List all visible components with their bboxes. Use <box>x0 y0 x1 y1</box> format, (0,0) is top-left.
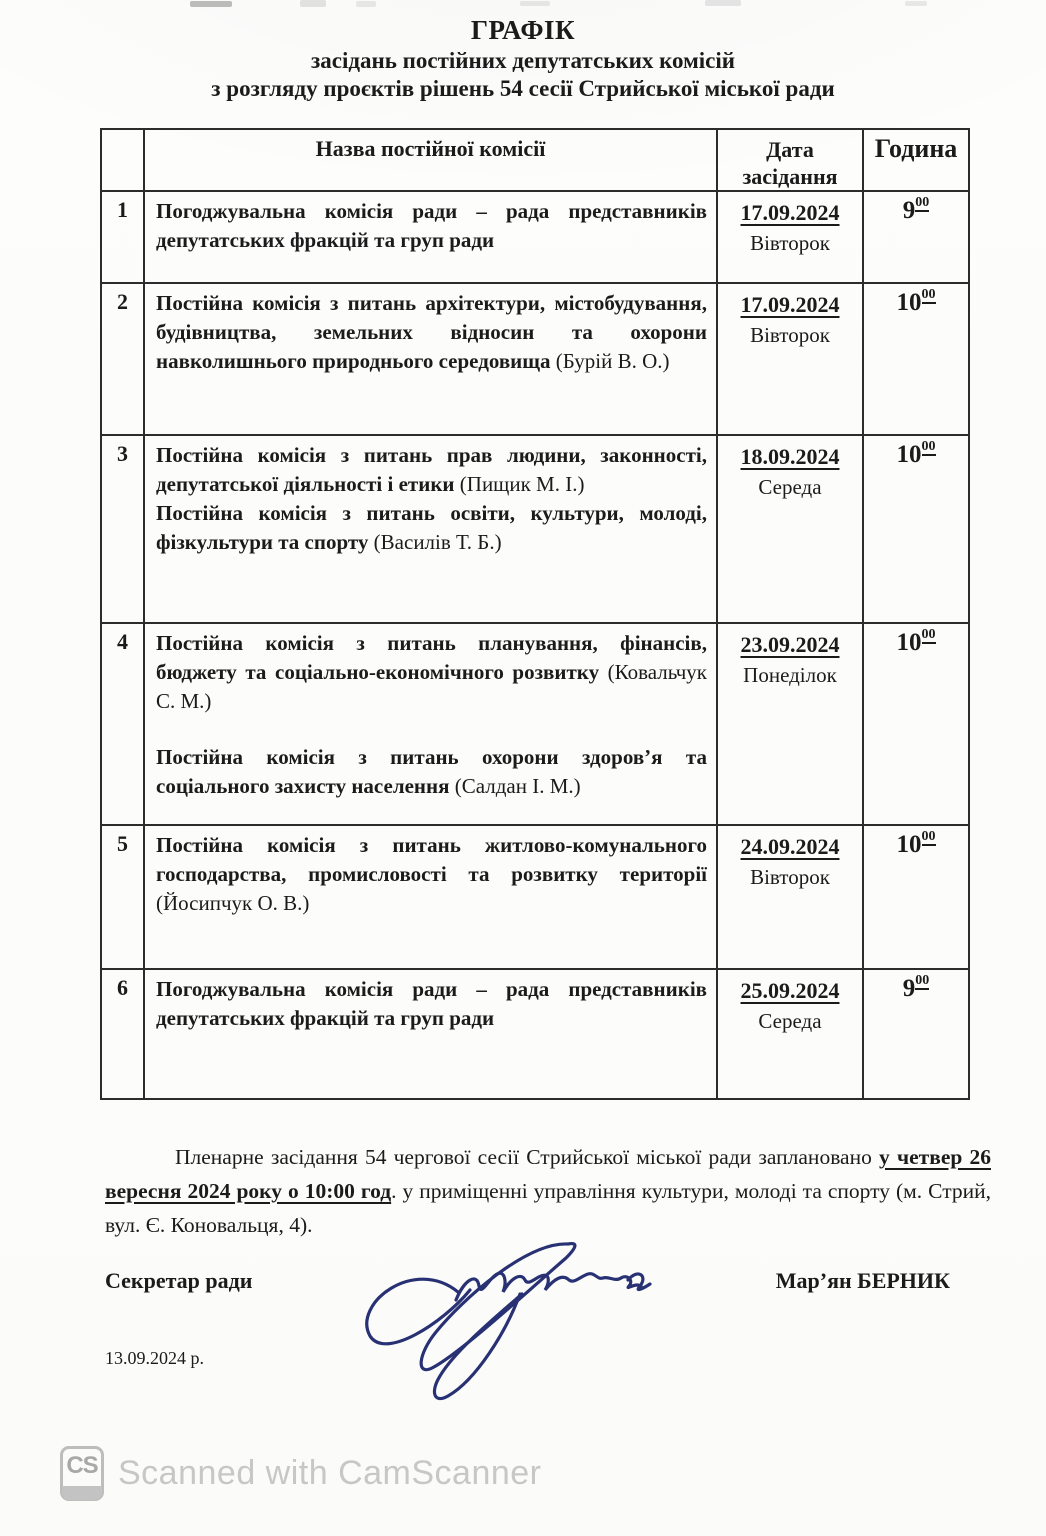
secretary-name: Мар’ян БЕРНИК <box>775 1268 950 1293</box>
commission-head: (Салдан І. М.) <box>449 774 581 798</box>
commission-head: (Василів Т. Б.) <box>368 530 502 554</box>
document-header <box>0 14 1046 103</box>
commission-name-cell <box>144 969 717 1099</box>
meeting-date: 17.09.2024 <box>740 292 840 317</box>
row-number: 1 <box>101 191 144 283</box>
table-row <box>101 623 969 825</box>
date-cell <box>717 969 863 1099</box>
schedule-table <box>100 128 970 1100</box>
meeting-hour: 10 <box>896 289 922 316</box>
camscanner-icon <box>60 1446 104 1501</box>
commission-name: Постійна комісія з питань прав людини, законності, депутатської діяльності і етики <box>156 443 707 496</box>
meeting-hour: 10 <box>896 441 922 468</box>
plenary-session-paragraph <box>105 1140 991 1242</box>
meeting-hour: 9 <box>902 975 916 1002</box>
meeting-minutes: 00 <box>921 438 936 454</box>
meeting-weekday: Понеділок <box>743 663 837 687</box>
table-row <box>101 283 969 435</box>
meeting-date: 17.09.2024 <box>740 200 840 225</box>
date-cell <box>717 283 863 435</box>
header-date-line2: засідання <box>742 164 838 189</box>
commission-name-cell <box>144 623 717 825</box>
commission-name: Постійна комісія з питань планування, фінансів, бюджету та соціально-економічного розвитку <box>156 631 707 684</box>
date-cell <box>717 623 863 825</box>
commission-name-cell <box>144 435 717 623</box>
commission-name-cell <box>144 191 717 283</box>
header-date-line1: Дата <box>766 137 814 162</box>
header-hour: Година <box>863 129 969 191</box>
document-subtitle-line2: з розгляду проєктів рішень 54 сесії Стрийської міської ради <box>211 75 835 101</box>
table-row <box>101 191 969 283</box>
time-cell <box>863 969 969 1099</box>
header-number-cell <box>101 129 144 191</box>
commission-head: (Ковальчук С. М.) <box>156 660 707 713</box>
time-cell <box>863 283 969 435</box>
table-row <box>101 435 969 623</box>
document-title: ГРАФІК <box>470 15 576 45</box>
secretary-label: Секретар ради <box>105 1268 253 1293</box>
meeting-weekday: Вівторок <box>750 323 830 347</box>
meeting-date: 25.09.2024 <box>740 978 840 1003</box>
scan-artifact <box>520 1 550 6</box>
commission-name: Постійна комісія з питань освіти, культури, молоді, фізкультури та спорту <box>156 501 707 554</box>
meeting-weekday: Вівторок <box>750 865 830 889</box>
row-number: 6 <box>101 969 144 1099</box>
scan-artifact <box>705 0 741 6</box>
meeting-hour: 10 <box>896 831 922 858</box>
camscanner-text: Scanned with CamScanner <box>118 1454 542 1492</box>
plenary-text-start: Пленарне засідання 54 чергової сесії Стрийської міської ради заплановано <box>175 1144 880 1169</box>
commission-head: (Бурій В. О.) <box>550 349 670 373</box>
commission-name: Погоджувальна комісія ради – рада представників депутатських фракцій та груп ради <box>156 199 707 252</box>
meeting-minutes: 00 <box>921 626 936 642</box>
meeting-weekday: Середа <box>758 475 822 499</box>
meeting-minutes: 00 <box>915 972 930 988</box>
scan-artifact <box>356 1 376 7</box>
commission-head: (Пищик М. І.) <box>454 472 585 496</box>
meeting-minutes: 00 <box>915 194 930 210</box>
row-number: 4 <box>101 623 144 825</box>
meeting-weekday: Вівторок <box>750 231 830 255</box>
time-cell <box>863 191 969 283</box>
meeting-hour: 10 <box>896 629 922 656</box>
header-commission-name: Назва постійної комісії <box>144 129 717 191</box>
scan-artifact <box>905 1 927 6</box>
row-number: 3 <box>101 435 144 623</box>
time-cell <box>863 825 969 969</box>
table-row <box>101 825 969 969</box>
table-row <box>101 969 969 1099</box>
cs-badge-letters: CS <box>66 1452 98 1479</box>
row-number: 2 <box>101 283 144 435</box>
meeting-date: 24.09.2024 <box>740 834 840 859</box>
meeting-minutes: 00 <box>921 286 936 302</box>
meeting-minutes: 00 <box>921 828 936 844</box>
meeting-date: 18.09.2024 <box>740 444 840 469</box>
scan-artifact <box>190 1 232 7</box>
meeting-hour: 9 <box>902 197 916 224</box>
meeting-weekday: Середа <box>758 1009 822 1033</box>
date-cell <box>717 435 863 623</box>
commission-name-cell <box>144 283 717 435</box>
date-cell <box>717 825 863 969</box>
row-number: 5 <box>101 825 144 969</box>
scan-artifact <box>300 0 326 7</box>
document-subtitle-line1: засідань постійних депутатських комісій <box>311 47 735 73</box>
plenary-date-highlight: у четвер 26 вересня 2024 року о 10:00 год <box>105 1144 991 1203</box>
document-date: 13.09.2024 р. <box>105 1348 204 1368</box>
cs-badge-strip <box>62 1486 102 1500</box>
commission-head: (Йосипчук О. В.) <box>156 891 310 915</box>
header-meeting-date <box>717 129 863 191</box>
commission-name: Постійна комісія з питань архітектури, містобудування, будівництва, земельних відносин та охорони навколишнього природнього середовища <box>156 291 707 373</box>
date-cell <box>717 191 863 283</box>
table-header-row <box>101 129 969 191</box>
signature-ink <box>330 1228 670 1428</box>
commission-name-cell <box>144 825 717 969</box>
meeting-date: 23.09.2024 <box>740 632 840 657</box>
plenary-text-end: . у приміщенні управління культури, молоді та спорту (м. Стрий, вул. Є. Коновальця, 4). <box>105 1178 991 1237</box>
commission-name: Постійна комісія з питань охорони здоров’я та соціального захисту населення <box>156 745 707 798</box>
commission-name: Постійна комісія з питань житлово-комунального господарства, промисловості та розвитку території <box>156 833 707 886</box>
time-cell <box>863 623 969 825</box>
time-cell <box>863 435 969 623</box>
commission-name: Погоджувальна комісія ради – рада представників депутатських фракцій та груп ради <box>156 977 707 1030</box>
camscanner-watermark <box>60 1446 542 1501</box>
